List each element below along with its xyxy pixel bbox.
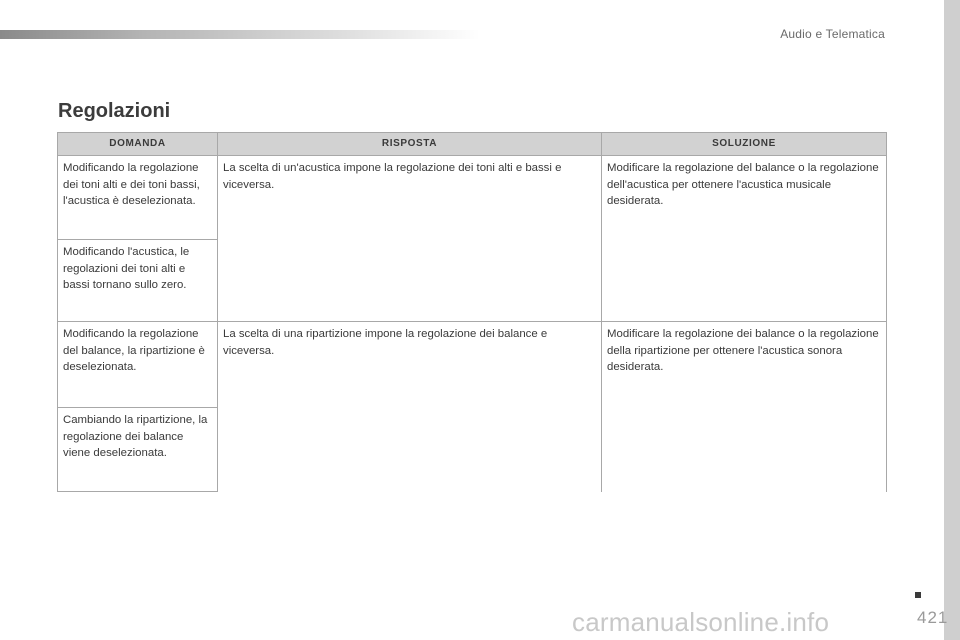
table-row bbox=[58, 322, 887, 408]
page-title: Regolazioni bbox=[58, 100, 171, 122]
page-marker bbox=[915, 592, 921, 598]
page-edge-strip bbox=[944, 0, 960, 640]
solution-cell: Modificare la regolazione dei balance o la regolazione della ripartizione per ottenere l'acustica sonora desiderata. bbox=[602, 322, 887, 492]
table-row bbox=[58, 156, 887, 240]
question-cell: Modificando la regolazione dei toni alti e dei toni bassi, l'acustica è deselezionata. bbox=[58, 156, 218, 240]
column-header-domanda: DOMANDA bbox=[58, 133, 218, 156]
section-header: Audio e Telematica bbox=[780, 27, 885, 41]
header-decorative-bar bbox=[0, 30, 480, 39]
question-cell: Modificando la regolazione del balance, la ripartizione è deselezionata. bbox=[58, 322, 218, 408]
question-cell: Modificando l'acustica, le regolazioni dei toni alti e bassi tornano sullo zero. bbox=[58, 240, 218, 322]
page-number: 421 bbox=[917, 608, 949, 627]
answer-cell: La scelta di una ripartizione impone la regolazione dei balance e viceversa. bbox=[218, 322, 602, 492]
column-header-risposta: RISPOSTA bbox=[218, 133, 602, 156]
watermark: carmanualsonline.info bbox=[572, 607, 830, 637]
answer-cell: La scelta di un'acustica impone la regolazione dei toni alti e bassi e viceversa. bbox=[218, 156, 602, 322]
troubleshooting-table bbox=[57, 132, 887, 492]
table-header-row bbox=[58, 133, 887, 156]
question-cell: Cambiando la ripartizione, la regolazione dei balance viene deselezionata. bbox=[58, 408, 218, 492]
solution-cell: Modificare la regolazione del balance o la regolazione dell'acustica per ottenere l'acustica musicale desiderata. bbox=[602, 156, 887, 322]
column-header-soluzione: SOLUZIONE bbox=[602, 133, 887, 156]
